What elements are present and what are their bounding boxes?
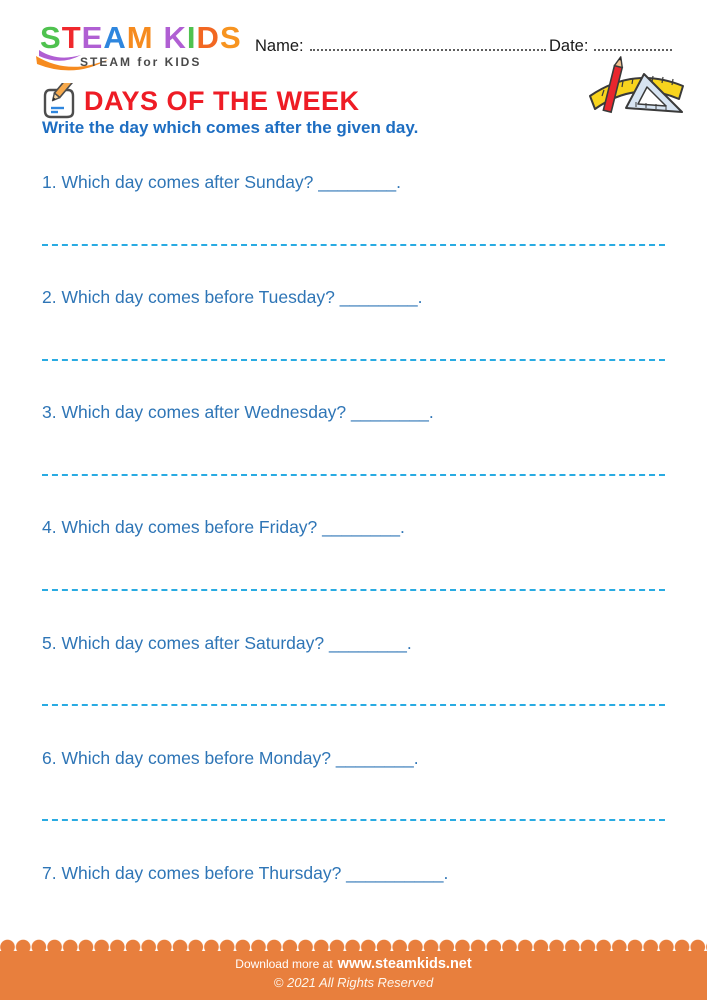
question-number: 5. [42, 633, 57, 653]
name-row [255, 36, 546, 56]
answer-blank-2[interactable]: ________ [339, 287, 418, 307]
question-period: . [400, 517, 405, 537]
writing-note-icon [39, 83, 79, 123]
dashed-separator [42, 474, 665, 476]
question-number: 4. [42, 517, 57, 537]
question-text: Which day comes after Wednesday? [61, 402, 347, 422]
question-text: Which day comes after Sunday? [61, 172, 314, 192]
logo-letter: D [196, 20, 220, 55]
question-number: 7. [42, 863, 57, 883]
name-write-line[interactable] [310, 36, 546, 51]
answer-blank-3[interactable]: ________ [351, 402, 429, 422]
question-text: Which day comes before Friday? [61, 517, 318, 537]
pencil-ruler-setsquare-icon [586, 54, 688, 120]
question-number: 1. [42, 172, 57, 192]
answer-blank-6[interactable]: ________ [335, 748, 414, 768]
answer-blank-4[interactable]: ________ [322, 517, 401, 537]
page-title: DAYS OF THE WEEK [84, 86, 360, 116]
date-label: Date: [549, 37, 589, 55]
logo-letter: I [186, 20, 197, 55]
answer-blank-1[interactable]: ________ [318, 172, 397, 192]
date-row [549, 36, 672, 56]
question-text: Which day comes after Saturday? [61, 633, 325, 653]
footer-copyright: © 2021 All Rights Reserved [273, 975, 434, 990]
question-period: . [413, 748, 419, 768]
name-label: Name: [255, 37, 304, 55]
question-3 [42, 402, 434, 423]
question-1 [42, 172, 401, 193]
logo-letter: S [219, 20, 242, 55]
question-period: . [428, 402, 434, 422]
question-text: Which day comes before Tuesday? [61, 287, 335, 307]
question-5 [42, 633, 412, 654]
footer-site-url: www.steamkids.net [337, 956, 472, 972]
answer-blank-5[interactable]: ________ [328, 633, 407, 653]
question-2 [42, 287, 422, 308]
dashed-separator [42, 244, 665, 246]
footer-download-text: Download more at [235, 957, 333, 971]
logo-letter: E [81, 20, 104, 55]
logo-word-kids [164, 20, 242, 55]
question-period: . [417, 287, 423, 307]
question-text: Which day comes before Monday? [61, 748, 331, 768]
question-number: 3. [42, 402, 57, 422]
logo-tagline: STEAM for KIDS [80, 55, 202, 69]
date-write-line[interactable] [594, 36, 672, 51]
logo-letter: A [103, 20, 127, 55]
question-6 [42, 748, 419, 769]
question-period: . [443, 863, 449, 883]
dashed-separator [42, 704, 665, 706]
question-period: . [406, 633, 412, 653]
dashed-separator [42, 359, 665, 361]
page-subtitle: Write the day which comes after the given day. [42, 118, 419, 137]
question-number: 6. [42, 748, 57, 768]
footer-scallop-edge [0, 938, 707, 952]
footer-download-line [0, 955, 707, 973]
logo-letter: S [40, 20, 62, 55]
question-7 [42, 863, 448, 884]
question-4 [42, 517, 405, 538]
logo-letter: K [163, 20, 187, 55]
dashed-separator [42, 819, 665, 821]
logo-letter: M [126, 20, 154, 55]
question-number: 2. [42, 287, 57, 307]
question-period: . [396, 172, 402, 192]
dashed-separator [42, 589, 665, 591]
answer-blank-7[interactable]: __________ [346, 863, 444, 883]
logo-letter: T [61, 20, 82, 55]
question-text: Which day comes before Thursday? [61, 863, 342, 883]
